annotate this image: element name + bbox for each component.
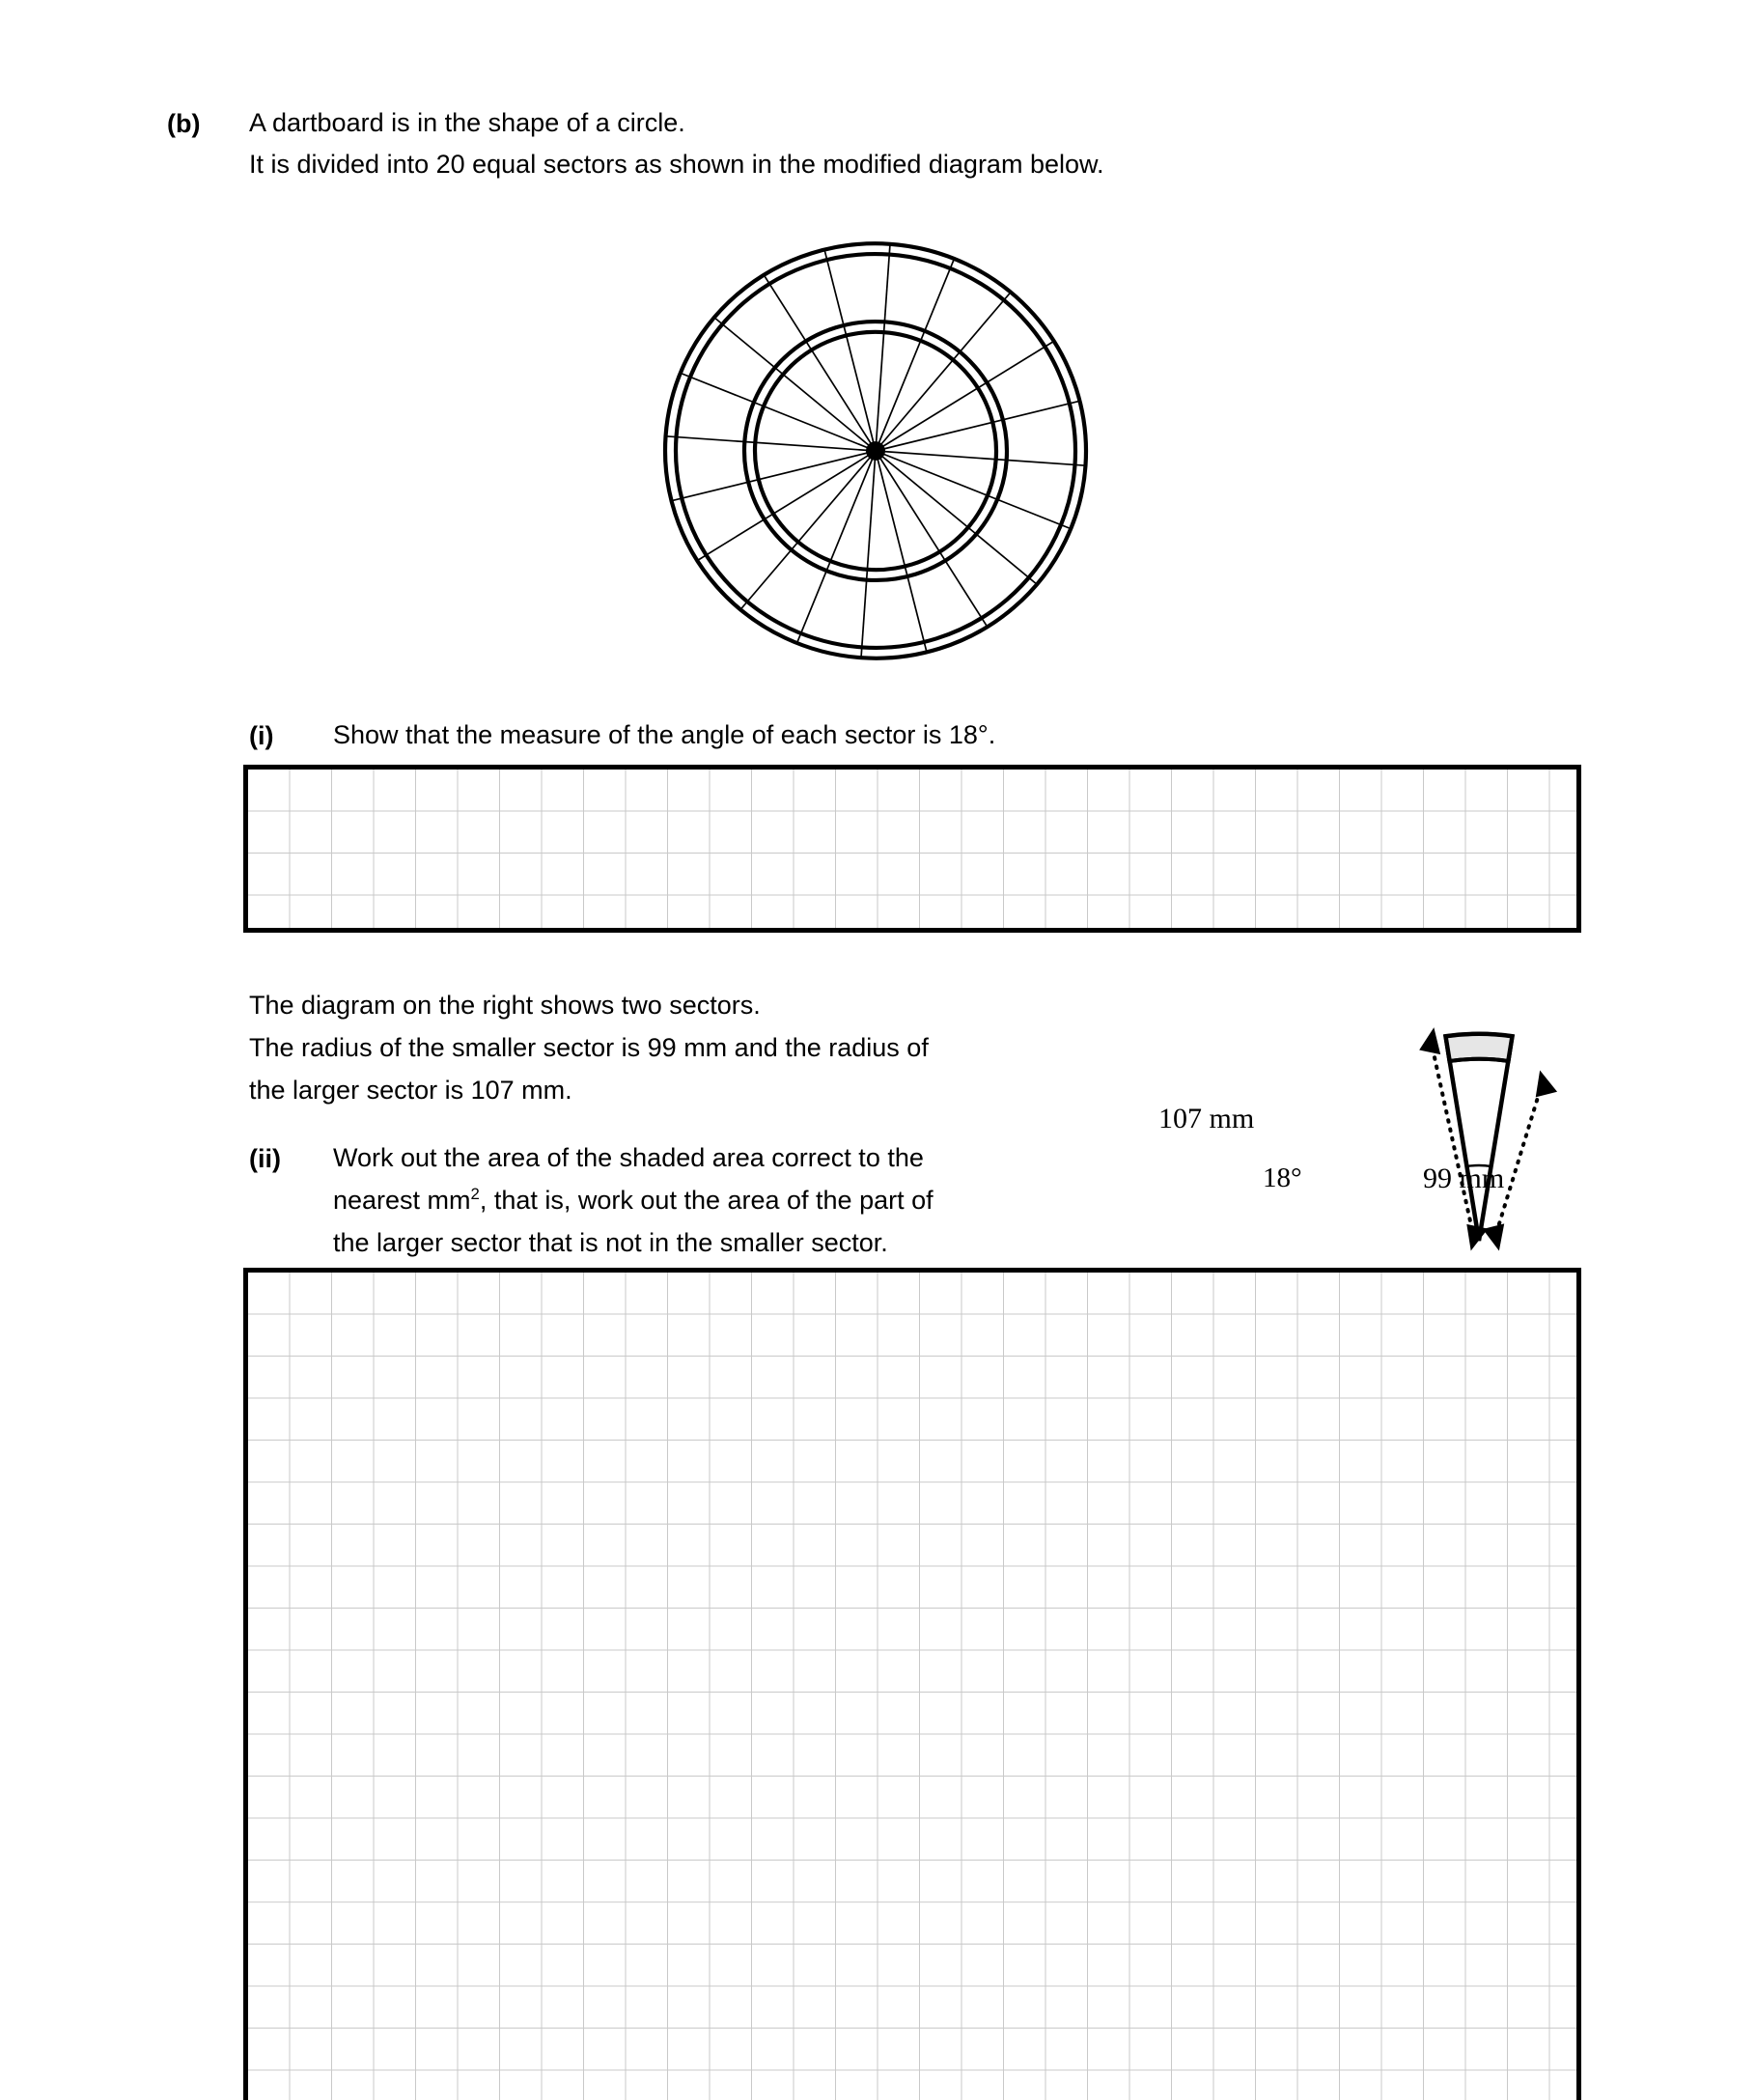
outer-sector-outline — [1445, 1034, 1512, 1241]
question-line-1: A dartboard is in the shape of a circle. — [249, 108, 685, 137]
shaded-band — [1445, 1034, 1512, 1061]
part-ii-line-2-b: , that is, work out the area of the part of — [479, 1186, 934, 1215]
part-ii-line-2 — [333, 1180, 934, 1221]
answer-grid-part-ii[interactable] — [243, 1268, 1581, 2100]
part-ii-line-3: the larger sector that is not in the smaller sector. — [333, 1228, 888, 1257]
part-ii-line-2-a: nearest mm — [333, 1186, 471, 1215]
inner-radius-label: 99 mm — [1423, 1162, 1505, 1194]
two-sector-diagram — [1158, 975, 1583, 1270]
question-line-2: It is divided into 20 equal sectors as shown in the modified diagram below. — [249, 150, 1104, 179]
intro-line-3: the larger sector is 107 mm. — [249, 1076, 572, 1105]
center-dot — [865, 440, 885, 461]
part-ii-line-1: Work out the area of the shaded area correct to the — [333, 1143, 924, 1172]
dartboard-svg — [637, 212, 1120, 695]
inner-sector-arc — [1449, 1059, 1508, 1061]
square-superscript: 2 — [470, 1185, 480, 1203]
part-ii-label: (ii) — [249, 1144, 281, 1173]
intro-line-1: The diagram on the right shows two sectors. — [249, 991, 761, 1020]
question-part-label: (b) — [167, 109, 201, 138]
part-i-label: (i) — [249, 721, 274, 750]
part-i-text: Show that the measure of the angle of each sector is 18°. — [333, 720, 996, 749]
answer-grid-part-i[interactable] — [243, 765, 1581, 933]
outer-radius-label: 107 mm — [1158, 1103, 1255, 1134]
dartboard-diagram — [637, 212, 1120, 700]
angle-label: 18° — [1263, 1162, 1302, 1193]
intro-line-2: The radius of the smaller sector is 99 mm and the radius of — [249, 1033, 929, 1062]
